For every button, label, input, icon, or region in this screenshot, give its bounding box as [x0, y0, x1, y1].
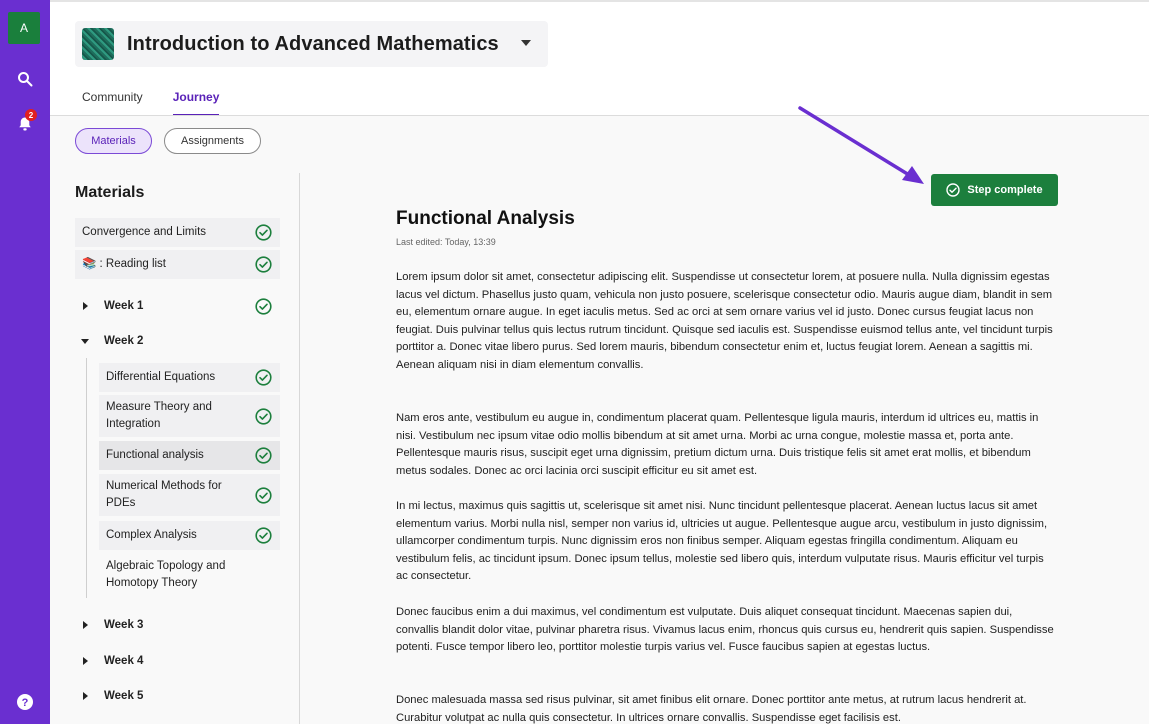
last-edited-text: Last edited: Today, 13:39 — [396, 237, 496, 247]
sidebar-item-label: Convergence and Limits — [82, 226, 207, 238]
materials-filter-button[interactable]: Materials — [75, 128, 152, 154]
sidebar-item-convergence[interactable] — [75, 218, 280, 247]
caret-right-icon — [83, 692, 88, 700]
sidebar-title: Materials — [75, 184, 145, 201]
caret-right-icon — [83, 621, 88, 629]
course-title: Introduction to Advanced Mathematics — [127, 32, 499, 55]
step-complete-label: Step complete — [967, 184, 1043, 196]
article-paragraph: In mi lectus, maximus quis sagittis ut, scelerisque sit amet nisi. Nunc tincidunt pellentesque placerat. Aenean luctus lacus sit amet elementum varius. Morbi nulla nisl, semper non varius id, ultricies ut augue. Pellentesque augue arcu, vestibulum in justo dignissim, ullamcorper condimentum turpis. Nunc dignissim eros non finibus semper. Aliquam egestas fringilla condimentum. Aliquam eu vestibulum felis, ac tincidunt ipsum. Donec ipsum tellus, molestie sed libero quis, interdum vulputate risus. Mauris efficitur vel turpis ac consectetur. — [396, 500, 1048, 583]
week-label: Week 4 — [104, 654, 144, 667]
check-circle-icon — [255, 408, 272, 425]
course-selector[interactable] — [75, 21, 548, 67]
annotation-arrow-icon — [790, 100, 930, 190]
week-label: Week 2 — [104, 334, 144, 347]
week-5-toggle[interactable] — [75, 682, 280, 710]
sidebar-item-label: Differential Equations — [106, 371, 216, 383]
sidebar-item-label: Numerical Methods for PDEs — [106, 480, 222, 509]
week-1-toggle[interactable] — [75, 292, 280, 320]
sidebar-divider — [299, 173, 300, 724]
week-2-guide-line — [86, 358, 87, 598]
notifications-button[interactable] — [13, 112, 37, 136]
svg-text:?: ? — [21, 697, 29, 709]
sidebar-item-measure-theory[interactable] — [99, 395, 280, 437]
assignments-filter-button[interactable]: Assignments — [164, 128, 261, 154]
step-complete-button[interactable] — [931, 174, 1058, 206]
article-paragraph: Nam eros ante, vestibulum eu augue in, condimentum placerat quam. Pellentesque ligula mauris, interdum id ultrices eu, mattis in nisi. Vestibulum nec ipsum vitae odio mollis bibendum at sit amet urna. Morbi ac urna congue, molestie massa et, porta ante. Pellentesque mauris risus, suscipit eget urna dignissim, pretium dictum urna. Duis tristique felis sit amet erat mollis, et bibendum metus sodales. Donec ac orci lacinia orci suscipit efficitur eu sit amet est. — [396, 412, 1039, 477]
week-label: Week 5 — [104, 689, 144, 702]
sidebar-item-label: Complex Analysis — [106, 529, 197, 541]
week-3-toggle[interactable] — [75, 611, 280, 639]
check-circle-icon — [255, 298, 272, 315]
check-circle-icon — [255, 369, 272, 386]
week-4-toggle[interactable] — [75, 647, 280, 675]
help-icon[interactable] — [13, 690, 37, 714]
top-border — [50, 0, 1149, 2]
notification-badge: 2 — [25, 109, 37, 121]
search-icon[interactable] — [13, 67, 37, 91]
caret-right-icon — [83, 657, 88, 665]
sidebar-item-algebraic-topology[interactable] — [99, 554, 280, 596]
caret-right-icon — [83, 302, 88, 310]
sidebar-item-complex-analysis[interactable] — [99, 521, 280, 550]
sidebar-item-reading-list[interactable] — [75, 250, 280, 279]
week-label: Week 1 — [104, 299, 144, 312]
sidebar-item-numerical-methods[interactable] — [99, 474, 280, 516]
check-circle-icon — [946, 183, 960, 197]
course-tabs — [82, 90, 249, 116]
article-title: Functional Analysis — [396, 208, 575, 229]
week-label: Week 3 — [104, 618, 144, 631]
check-circle-icon — [255, 487, 272, 504]
check-circle-icon — [255, 527, 272, 544]
sidebar-item-differential-equations[interactable] — [99, 363, 280, 392]
left-rail — [0, 0, 50, 724]
avatar[interactable]: A — [8, 12, 40, 44]
article-paragraph: Donec malesuada massa sed risus pulvinar, sit amet finibus elit ornare. Donec porttitor ante metus, at rutrum lacus hendrerit at. Curabitur volutpat ac nulla quis consectetur. In ultrices ornare convallis. Suspendisse eget facilisis est. — [396, 694, 1027, 724]
article-paragraph: Lorem ipsum dolor sit amet, consectetur adipiscing elit. Suspendisse ut consectetur lorem, at posuere nulla. Nulla dignissim egestas lacus vel dictum. Phasellus justo quam, vehicula non justo posuere, scelerisque consectetur odio. Mauris augue diam, blandit in sem eu, elementum ornare augue. In eget iaculis metus. Sed ac orci at sem ornare varius vel id justo. Donec cursus feugiat lacus non feugiat. Duis pulvinar tellus quis lectus rutrum tincidunt. Quisque sed iaculis est. Suspendisse euismod tellus ante, vel tincidunt turpis porttitor a. Donec vitae libero purus. Sed lorem mauris, bibendum consectetur enim et, luctus feugiat lorem. Aenean a sagittis mi. Aenean aliquam nisi in diam elementum convallis. — [396, 271, 1053, 371]
course-thumbnail — [82, 28, 114, 60]
article-paragraph: Donec faucibus enim a dui maximus, vel condimentum est vulputate. Duis aliquet consequat tincidunt. Maecenas sapien dui, convallis blandit dolor vitae, pulvinar pharetra risus. Vivamus lacus enim, rhoncus quis cursus eu, hendrerit quis sapien. Suspendisse potenti. Fusce tempor libero leo, porttitor molestie turpis varius vel. Fusce faucibus sapien at egestas luctus. — [396, 606, 1054, 654]
check-circle-icon — [255, 447, 272, 464]
sidebar-item-label: 📚 : Reading list — [82, 258, 166, 270]
caret-down-icon — [81, 339, 89, 344]
check-circle-icon — [255, 224, 272, 241]
sidebar-item-label: Measure Theory and Integration — [106, 401, 212, 430]
check-circle-icon — [255, 256, 272, 273]
tab-community[interactable]: Community — [82, 90, 143, 104]
sidebar-item-label: Functional analysis — [106, 449, 204, 461]
chevron-down-icon — [521, 40, 531, 46]
sidebar-item-label: Algebraic Topology and Homotopy Theory — [106, 560, 226, 589]
tab-journey[interactable]: Journey — [173, 90, 220, 116]
week-2-toggle[interactable] — [75, 327, 280, 355]
sidebar-item-functional-analysis[interactable] — [99, 441, 280, 470]
